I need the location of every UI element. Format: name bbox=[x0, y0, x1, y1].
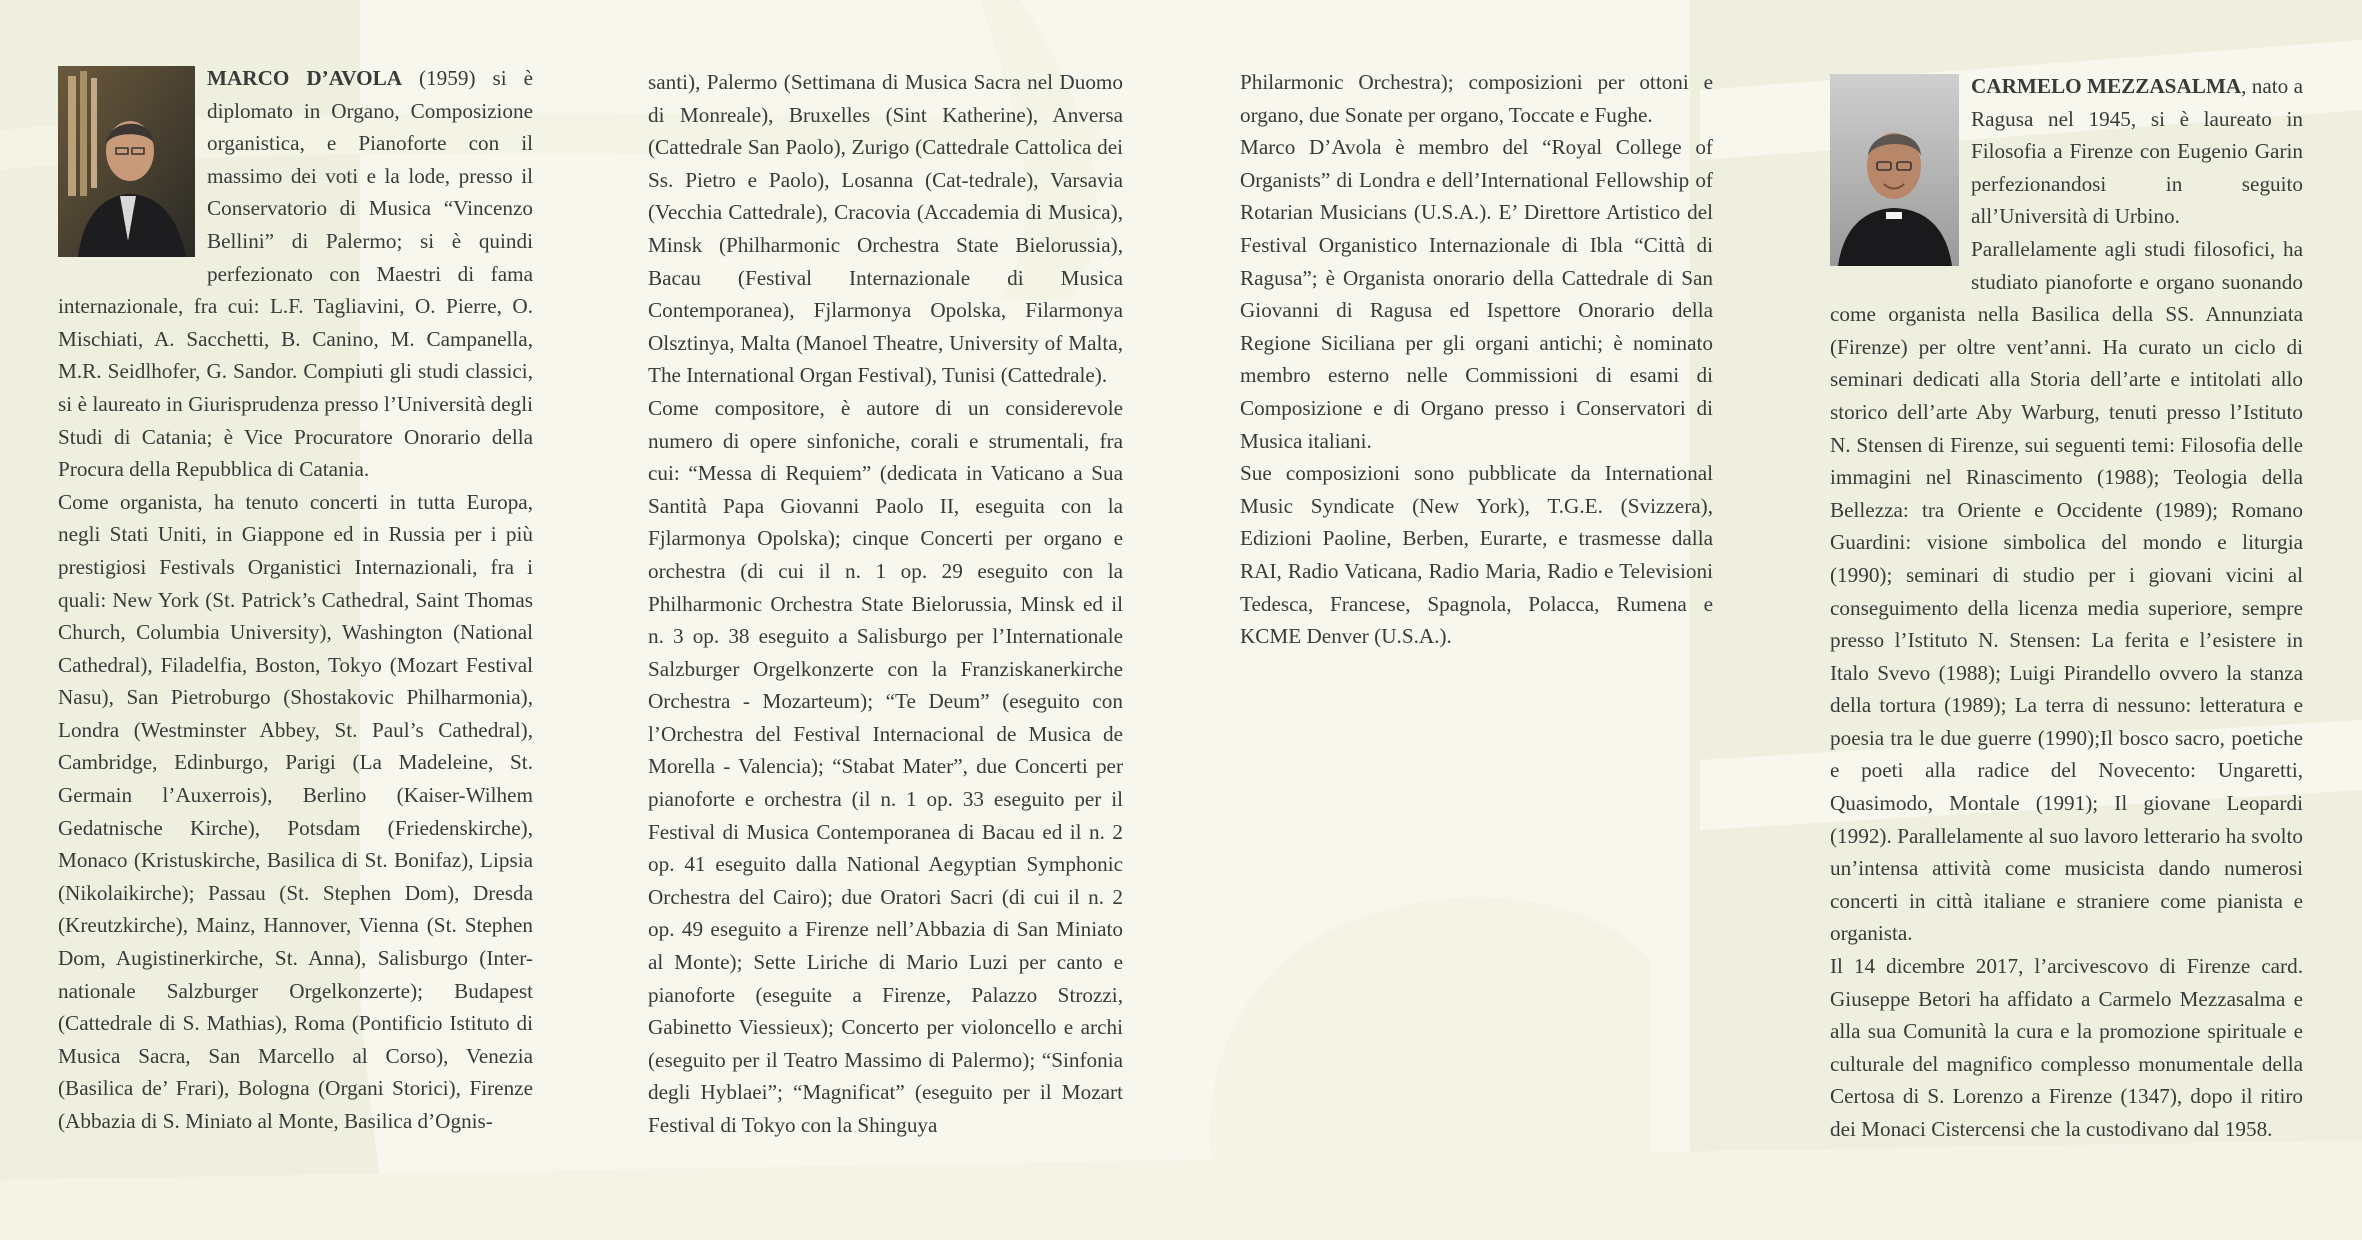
davola-bio-column-3 bbox=[1240, 66, 1713, 653]
davola-compositions-continued: Philarmonic Orchestra); composizioni per ottoni e organo, due Sonate per organo, Toccate e Fughe. bbox=[1240, 70, 1713, 127]
davola-bio-column-2 bbox=[648, 66, 1123, 1142]
mezzasalma-certosa-paragraph: Il 14 dicembre 2017, l’arcivescovo di Firenze card. Giuseppe Betori ha affidato a Carmelo Mezzasalma e alla sua Comunità la cura e la promozione spirituale e culturale del magnifico complesso monumentale della Certosa di S. Lorenzo a Firenze (1347), dopo il ritiro dei Monaci Cistercensi che la custodivano dal 1958. bbox=[1830, 954, 2303, 1141]
davola-memberships-paragraph: Marco D’Avola è membro del “Royal College of Organists” di Londra e dell’International Fellowship of Rotarian Musicians (U.S.A.). E’ Direttore Artistico del Festival Organistico Internazionale di Ibla “Città di Ragusa”; è Organista onorario della Cattedrale di San Giovanni di Ragusa ed Ispettore Onorario della Regione Siciliana per gli organi antichi; è nominato membro esterno nelle Commissioni di esami di Composizione e di Organo presso i Conservatori di Musica italiani. bbox=[1240, 135, 1713, 453]
davola-portrait-photo bbox=[58, 66, 195, 257]
davola-concerts-continued: santi), Palermo (Settimana di Musica Sacra nel Duomo di Monreale), Bruxelles (Sint Katherine), Anversa (Cattedrale San Paolo), Zurigo (Cattedrale Cattolica dei Ss. Pietro e Paolo), Losanna (Cat-tedrale), Varsavia (Vecchia Cattedrale), Cracovia (Accademia di Musica), Minsk (Philharmonic Orchestra State Bielorussia), Bacau (Festival Internazionale di Musica Contemporanea), Fjlarmonya Opolska, Filarmonya Olsztinya, Malta (Manoel Theatre, University of Malta, The International Organ Festival), Tunisi (Cattedrale). bbox=[648, 70, 1123, 388]
davola-concerts-paragraph: Come organista, ha tenuto concerti in tutta Europa, negli Stati Uniti, in Giappone ed in Russia per i più prestigiosi Festivals Organistici Internazionali, fra i quali: New York (St. Patrick’s Cathedral, Saint Thomas Church, Columbia University), Washington (National Cathedral), Filadelfia, Boston, Tokyo (Mozart Festival Nasu), San Pietroburgo (Shostakovic Philharmonia), Londra (Westminster Abbey, St. Paul’s Cathedral), Cambridge, Edinburgo, Parigi (La Madeleine, St. Germain l’Auxerrois), Berlino (Kaiser-Wilhem Gedatnische Kirche), Potsdam (Friedenskirche), Monaco (Kristuskirche, Basilica di St. Bonifaz), Lipsia (Nikolaikirche); Passau (St. Stephen Dom), Dresda (Kreutzkirche), Mainz, Hannover, Vienna (St. Stephen Dom, Augistinerkirche, St. Anna), Salisburgo (Inter-nationale Salzburger Orgelkonzerte); Budapest (Cattedrale di S. Mathias), Roma (Pontificio Istituto di Musica Sacra, San Marcello al Corso), Venezia (Basilica de’ Frari), Bologna (Organi Storici), Firenze (Abbazia di S. Miniato al Monte, Basilica d’Ognis- bbox=[58, 489, 533, 1133]
davola-publications-paragraph: Sue composizioni sono pubblicate da International Music Syndicate (New York), T.G.E. (Svizzera), Edizioni Paoline, Berben, Eurarte, e trasmesse dalla RAI, Radio Vaticana, Radio Maria, Radio e Televisioni Tedesca, Francese, Spagnola, Polacca, Rumena e KCME Denver (U.S.A.). bbox=[1240, 461, 1713, 649]
mezzasalma-intro-text: , nato a Ragusa nel 1945, si è laureato in Filosofia a Firenze con Eugenio Garin perfezionandosi in seguito all’Università di Urbino. bbox=[1971, 74, 2303, 229]
mezzasalma-portrait-photo bbox=[1830, 74, 1959, 266]
mezzasalma-bio-column bbox=[1830, 70, 2303, 1146]
davola-intro-text: (1959) si è diplomato in Organo, Composizione organistica, e Pianoforte con il massimo dei voti e la lode, presso il Conservatorio di Musica “Vincenzo Bellini” di Palermo; si è quindi perfezionato con Maestri di fama internazionale, fra cui: L.F. Tagliavini, O. Pierre, O. Mischiati, A. Sacchetti, B. Canino, M. Campanella, M.R. Seidlhofer, G. Sandor. Compiuti gli studi classici, si è laureato in Giurisprudenza presso l’Università degli Studi di Catania; è Vice Procuratore Onorario della Procura della Repubblica di Catania. bbox=[58, 66, 533, 482]
davola-compositions-paragraph: Come compositore, è autore di un considerevole numero di opere sinfoniche, corali e strumentali, fra cui: “Messa di Requiem” (dedicata in Vaticano a Sua Santità Papa Giovanni Paolo II, eseguita con la Fjlarmonya Opolska); cinque Concerti per organo e orchestra (di cui il n. 1 op. 29 eseguito con la Philharmonic Orchestra State Bielorussia, Minsk ed il n. 3 op. 38 eseguito a Salisburgo per l’Internationale Salzburger Orgelkonzerte con la Franziskanerkirche Orchestra - Mozarteum); “Te Deum” (eseguito con l’Orchestra del Festival Internacional de Musica de Morella - Valencia); “Stabat Mater”, due Concerti per pianoforte e orchestra (il n. 1 op. 33 eseguito per il Festival di Musica Contemporanea di Bacau ed il n. 2 op. 41 eseguito dalla National Aegyptian Symphonic Orchestra del Cairo); due Oratori Sacri (di cui il n. 2 op. 49 eseguito a Firenze nell’Abbazia di San Miniato al Monte); Sette Liriche di Mario Luzi per canto e pianoforte (eseguite a Firenze, Palazzo Strozzi, Gabinetto Viessieux); Concerto per violoncello e archi (eseguito per il Teatro Massimo di Palermo); “Sinfonia degli Hyblaei”; “Magnificat” (eseguito per il Mozart Festival di Tokyo con la Shinguya bbox=[648, 395, 1123, 1137]
mezzasalma-studies-paragraph: Parallelamente agli studi filosofici, ha studiato pianoforte e organo suonando come organista nella Basilica della SS. Annunziata (Firenze) per oltre vent’anni. Ha curato un ciclo di seminari dedicati alla Storia dell’arte e intitolati allo storico dell’arte Aby Warburg, tenuti presso l’Istituto N. Stensen di Firenze, sui seguenti temi: Filosofia delle immagini nel Rinascimento (1988); Teologia della Bellezza: tra Oriente e Occidente (1989); Romano Guardini: visione simbolica del mondo e liturgia (1990); seminari di studio per i giovani vicini al conseguimento della licenza media superiore, sempre presso l’Istituto N. Stensen: La ferita e l’esistere in Italo Svevo (1988); Luigi Pirandello ovvero la stanza della tortura (1989); La terra di nessuno: letteratura e poesia tra le due guerre (1990);Il bosco sacro, poetiche e poeti alla radice del Novecento: Ungaretti, Quasimodo, Montale (1991); Il giovane Leopardi (1992). Parallelamente al suo lavoro letterario ha svolto un’intensa attività come musicista dando numerosi concerti in città italiane e straniere come pianista e organista. bbox=[1830, 236, 2303, 946]
mezzasalma-name: CARMELO MEZZASALMA bbox=[1971, 74, 2242, 98]
davola-bio-column-1 bbox=[58, 62, 533, 1138]
davola-name: MARCO D’AVOLA bbox=[207, 66, 403, 90]
